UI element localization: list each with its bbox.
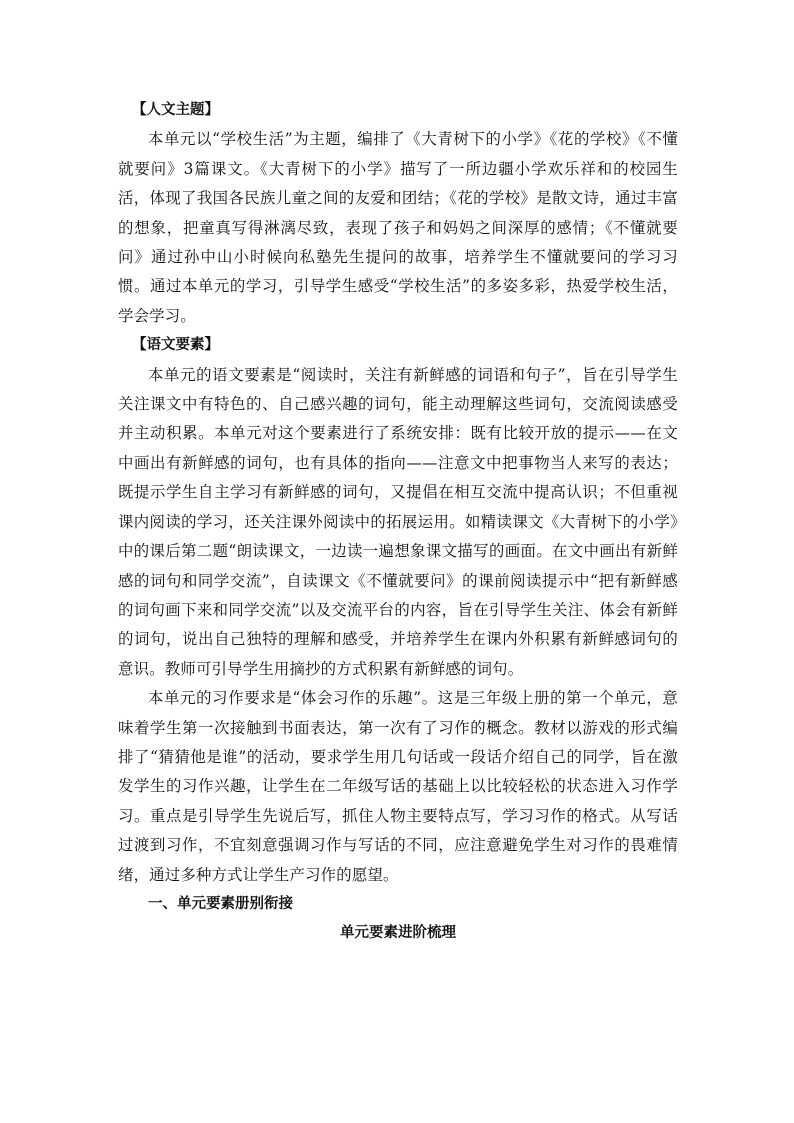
- unit-cohesion-section-title: 一、单元要素册别衔接: [148, 895, 293, 912]
- humanistic-theme-heading: 【人文主题】: [132, 102, 219, 118]
- unit-progression-table-caption: 单元要素进阶梳理: [340, 925, 456, 942]
- humanistic-theme-paragraph: 本单元以“学校生活”为主题，编排了《大青树下的小学》《花的学校》《不懂就要问》3篇课文。《大青树下的小学》描写了一所边疆小学欢乐祥和的校园生活，体现了我国各民族儿童之间的友爱和团结；《花的学校》是散文诗，通过丰富的想象，把童真写得淋漓尽致，表现了孩子和妈妈之间深厚的感情；《不懂就要问》通过孙中山小时候向私塾先生提问的故事，培养学生不懂就要问的学习习惯。通过本单元的学习，引导学生感受“学校生活”的多姿多彩，热爱学校生活，学会学习。: [118, 130, 678, 325]
- language-elements-paragraph-writing: 本单元的习作要求是“体会习作的乐趣”。这是三年级上册的第一个单元，意味着学生第一次接触到书面表达，第一次有了习作的概念。教材以游戏的形式编排了“猜猜他是谁”的活动，要求学生用几句话或一段话介绍自己的同学，旨在激发学生的习作兴趣，让学生在二年级写话的基础上以比较轻松的状态进入习作学习。重点是引导学生先说后写，抓住人物主要特点写，学习习作的格式。从写话过渡到习作，不宜刻意强调习作与写话的不同，应注意避免学生对习作的畏难情绪，通过多种方式让学生产习作的愿望。: [118, 689, 678, 884]
- language-elements-paragraph-reading: 本单元的语文要素是“阅读时，关注有新鲜感的词语和句子”，旨在引导学生关注课文中有特色的、自己感兴趣的词句，能主动理解这些词句，交流阅读感受并主动积累。本单元对这个要素进行了系统安排：既有比较开放的提示——在文中画出有新鲜感的词句，也有具体的指向——注意文中把事物当人来写的表达；既提示学生自主学习有新鲜感的词句，又提倡在相互交流中提高认识；不但重视课内阅读的学习，还关注课外阅读中的拓展运用。如精读课文《大青树下的小学》中的课后第二题“朗读课文，一边读一遍想象课文描写的画面。在文中画出有新鲜感的词句和同学交流”，自读课文《不懂就要问》的课前阅读提示中“把有新鲜感的词句画下来和同学交流”以及交流平台的内容，旨在引导学生关注、体会有新鲜的词句，说出自己独特的理解和感受，并培养学生在课内外积累有新鲜感词句的意识。教师可引导学生用摘抄的方式积累有新鲜感的词句。: [118, 365, 678, 678]
- language-elements-heading: 【语文要素】: [132, 337, 219, 354]
- document-page: [118, 96, 678, 949]
